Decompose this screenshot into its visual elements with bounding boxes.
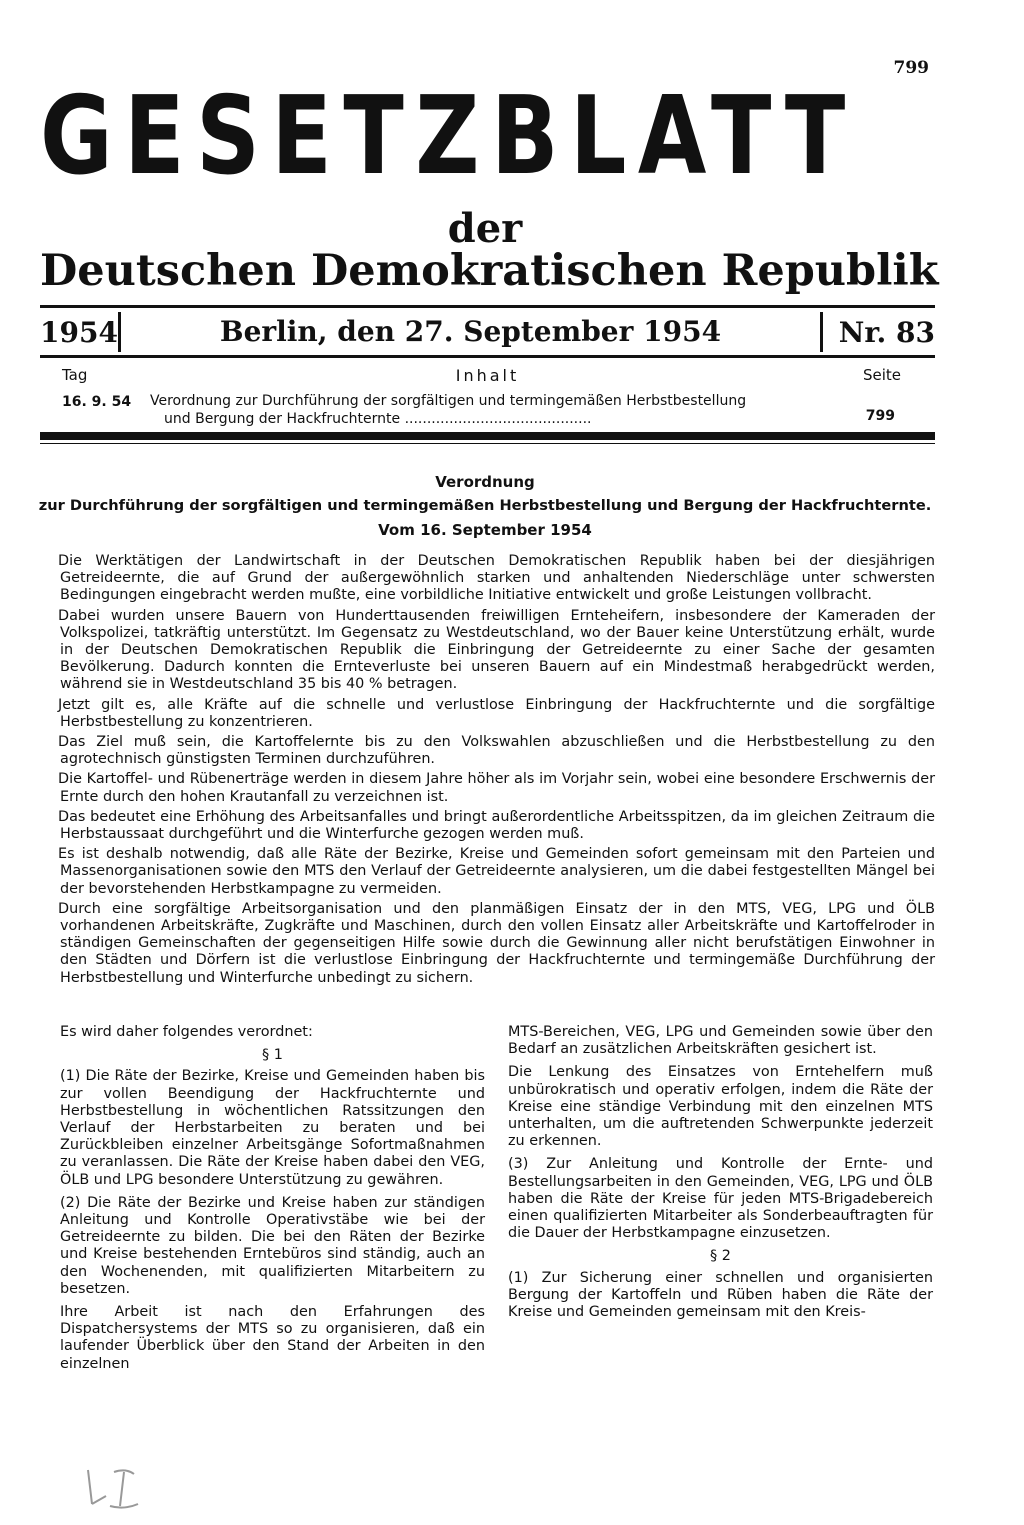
handwritten-mark-icon [80, 1460, 170, 1515]
decree-heading: Verordnung [435, 473, 535, 491]
toc-page-header: Seite [862, 366, 901, 384]
right-column [508, 1024, 933, 1327]
toc-contents-header: Inhalt [455, 366, 520, 385]
issue-place-date: Berlin, den 27. September 1954 [118, 312, 823, 352]
issue-year: 1954 [40, 315, 118, 349]
left-column [60, 1024, 485, 1379]
decree-lead-in: Es wird daher folgendes verordnet: [60, 1024, 313, 1040]
toc-rule-thick [40, 432, 935, 440]
section-1-mark: § 1 [262, 1047, 283, 1064]
section-paragraph: (3) Zur Anleitung und Kontrolle der Ernte- und Bestellungsarbeiten in den Gemeinden, VEG, LPG und ÖLB haben die Räte der Kreise für jeden MTS-Brigadebereich einen qualifizierten Mitarbeiter als Sonderbeauftragten für die Dauer der Herbstkampagne einzusetzen. [508, 1156, 933, 1242]
preamble-paragraph: Das Ziel muß sein, die Kartoffelernte bis zu den Volkswahlen abzuschließen und die Herbstbestellung zu den agrotechnisch günstigsten Terminen durchzuführen. [58, 734, 935, 768]
section-paragraph: (1) Die Räte der Bezirke, Kreise und Gemeinden haben bis zur vollen Beendigung der Hackfruchternte und Herbstbestellung in wöchentlichen Ratssitzungen den Verlauf der Herbstarbeiten zu beraten und bei Zurückbleiben einzelner Arbeitsgänge Sofortmaßnahmen zu veranlassen. Die Räte der Kreise haben dabei den VEG, ÖLB und LPG besondere Unterstützung zu gewähren. [60, 1068, 485, 1188]
toc-entry-title-line2: und Bergung der Hackfruchternte .......................................... [164, 411, 592, 427]
section-paragraph: Die Lenkung des Einsatzes von Erntehelfern muß unbürokratisch und operativ erfolgen, indem die Räte der Kreise eine ständige Verbindung mit den einzelnen MTS unterhalten, um die auftretenden Schwerpunkte jederzeit zu erkennen. [508, 1064, 933, 1150]
masthead-subtitle-der: der [447, 205, 523, 252]
preamble-paragraph: Dabei wurden unsere Bauern von Hunderttausenden freiwilligen Ernteheifern, insbesondere der Kameraden der Volkspolizei, tatkräftig unterstützt. Im Gegensatz zu Westdeutschland, wo der Bauer keine Unterstützung erhält, wurde in der Deutschen Demokratischen Republik die Einbringung der Getreideernte zu einer Sache der gesamten Bevölkerung. Dadurch konnten die Ernteverluste bei unseren Bauern auf ein Mindestmaß herabgedrückt werden, während sie in Westdeutschland 35 bis 40 % betragen. [58, 607, 935, 693]
toc-entry-title [150, 392, 830, 428]
toc-entry-page: 799 [865, 408, 895, 424]
toc-rule-thin [40, 443, 935, 444]
preamble-paragraph: Durch eine sorgfältige Arbeitsorganisation und den planmäßigen Einsatz der in den MTS, VEG, LPG und ÖLB vorhandenen Arbeitskräfte, Zugkräfte und Maschinen, durch den vollen Einsatz aller Arbeitskräfte und Kartoffelroder in ständigen Gemeinschaften der gegenseitigen Hilfe sowie durch die Gewinnung aller nicht berufstätigen Einwohner in den Städten und Dörfern ist die verlustlose Einbringung der Hackfruchternte und termingemäße Durchführung der Herbstbestellung und Winterfurche unbedingt zu sichern. [58, 900, 935, 986]
table-of-contents [40, 366, 935, 432]
masthead-title: GESETZBLATT [40, 74, 857, 199]
decree-title-block [35, 470, 935, 542]
decree-subheading: zur Durchführung der sorgfältigen und termingemäßen Herbstbestellung und Bergung der Hackfruchternte. [38, 497, 932, 514]
masthead-subtitle-republic: Deutschen Demokratischen Republik [40, 246, 939, 296]
preamble-paragraph: Es ist deshalb notwendig, daß alle Räte der Bezirke, Kreise und Gemeinden sofort gemeinsam mit den Parteien und Massenorganisationen sowie den MTS den Verlauf der Getreideernte analysieren, um die dabei festgestellten Mängel bei der bevorstehenden Herbstkampagne zu vermeiden. [58, 846, 935, 897]
page-number: 799 [893, 58, 929, 78]
header-rule-top [40, 305, 935, 308]
section-2-mark: § 2 [710, 1248, 731, 1265]
header-rule-bottom [40, 355, 935, 358]
decree-date-line: Vom 16. September 1954 [378, 521, 592, 539]
preamble-paragraph: Die Kartoffel- und Rübenerträge werden in diesem Jahre höher als im Vorjahr sein, wobei eine besondere Erschwernis der Ernte durch den hohen Krautanfall zu verzeichnen ist. [58, 771, 935, 805]
decree-preamble [60, 553, 935, 990]
preamble-paragraph: Die Werktätigen der Landwirtschaft in der Deutschen Demokratischen Republik haben bei der diesjährigen Getreideernte, die auf Grund der außergewöhnlich starken und anhaltenden Niederschläge unter schwersten Bedingungen eingebracht werden mußte, eine vorbildliche Initiative entwickelt und große Leistungen vollbracht. [58, 553, 935, 604]
issue-number: Nr. 83 [838, 315, 935, 349]
toc-day-header: Tag [62, 366, 88, 384]
section-paragraph: (1) Zur Sicherung einer schnellen und organisierten Bergung der Kartoffeln und Rüben haben die Räte der Kreise und Gemeinden gemeinsam mit den Kreis- [508, 1269, 933, 1321]
preamble-paragraph: Das bedeutet eine Erhöhung des Arbeitsanfalles und bringt außerordentliche Arbeitsspitzen, da im gleichen Zeitraum die Herbstaussaat durchgeführt und die Winterfurche gezogen werden muß. [58, 808, 935, 843]
toc-entry-date: 16. 9. 54 [62, 394, 132, 410]
section-paragraph: MTS-Bereichen, VEG, LPG und Gemeinden sowie über den Bedarf an zusätzlichen Arbeitskräften gesichert ist. [508, 1024, 933, 1058]
section-paragraph: (2) Die Räte der Bezirke und Kreise haben zur ständigen Anleitung und Kontrolle Operativstäbe wie bei der Getreideernte zu bilden. Die bei den Räten der Bezirke und Kreise bestehenden Erntebüros sind ständig, auch an den Wochenenden, mit qualifizierten Mitarbeitern zu besetzen. [60, 1194, 485, 1297]
toc-entry-title-line1: Verordnung zur Durchführung der sorgfältigen und termingemäßen Herbstbestellung [150, 393, 747, 409]
issue-bar [40, 312, 935, 352]
section-paragraph: Ihre Arbeit ist nach den Erfahrungen des Dispatchersystems der MTS so zu organisieren, daß ein laufender Überblick über den Stand der Arbeiten in den einzelnen [60, 1304, 485, 1372]
preamble-paragraph: Jetzt gilt es, alle Kräfte auf die schnelle und verlustlose Einbringung der Hackfruchternte und die sorgfältige Herbstbestellung zu konzentrieren. [58, 696, 935, 730]
